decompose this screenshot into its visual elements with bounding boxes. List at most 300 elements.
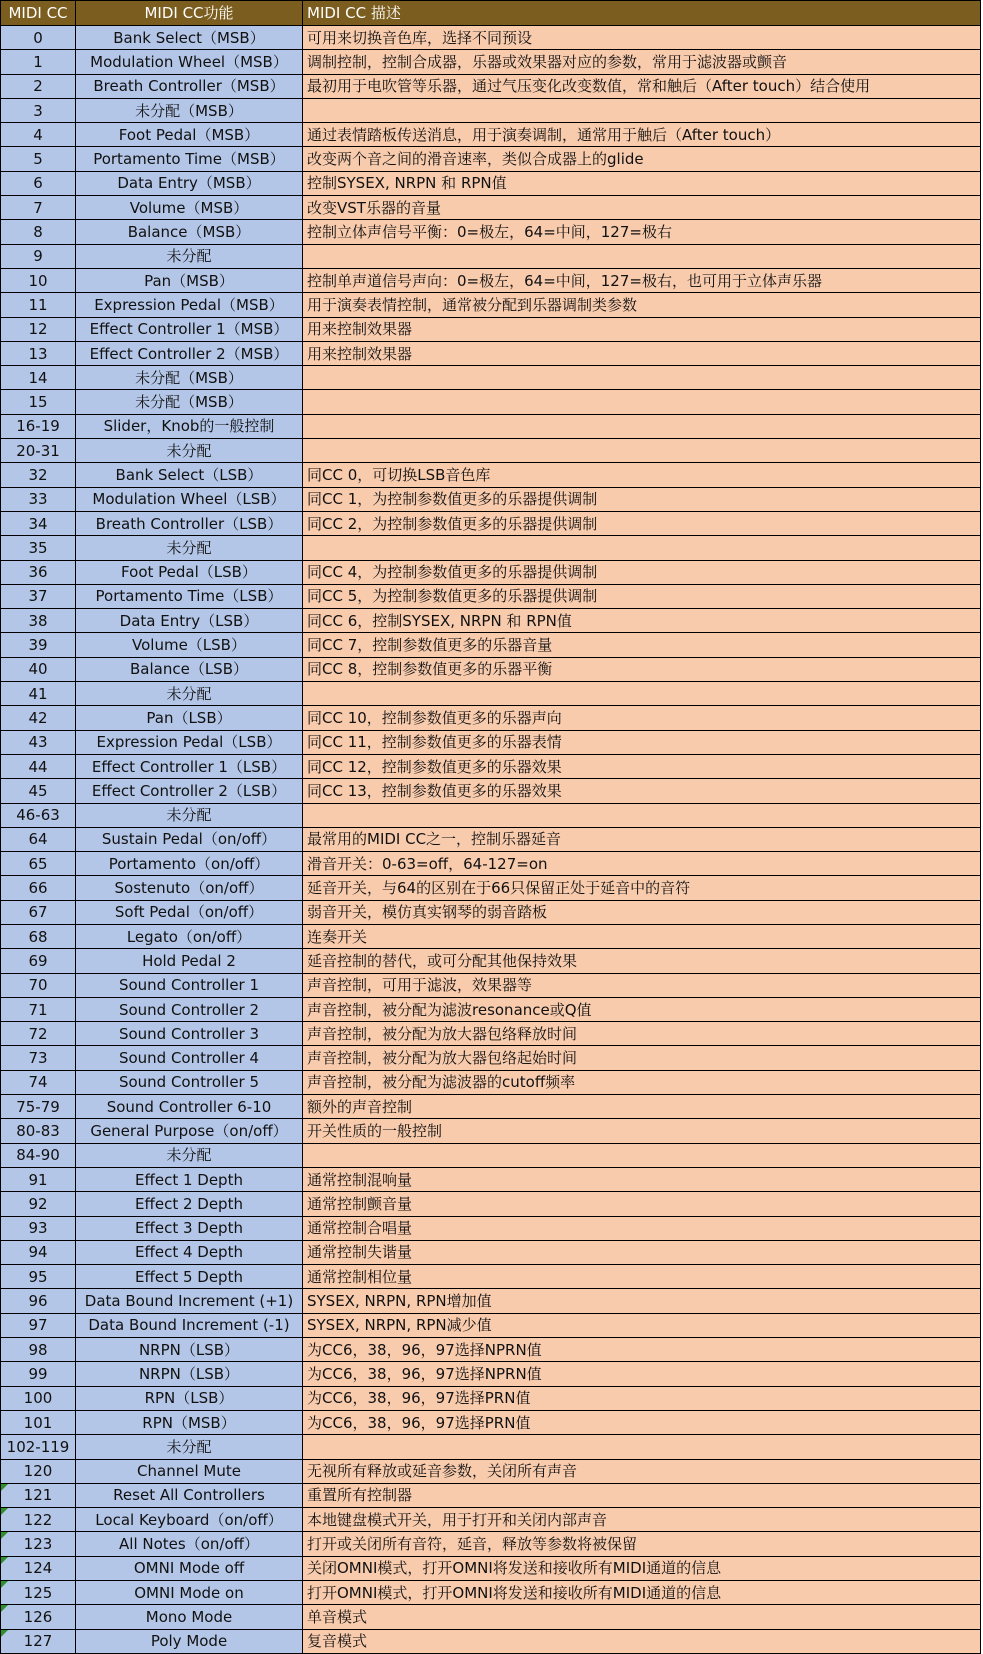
cc-number-cell[interactable] <box>1 171 76 195</box>
cc-function-cell[interactable]: Sound Controller 5 <box>76 1070 303 1094</box>
table-row <box>1 1216 981 1240</box>
cc-number: 5 <box>33 150 43 169</box>
cc-number-cell[interactable] <box>1 1483 76 1507</box>
cc-number: 120 <box>23 1462 53 1481</box>
cc-number: 35 <box>28 538 48 557</box>
cc-description-cell[interactable] <box>303 98 981 122</box>
cc-function-cell[interactable]: Soft Pedal（on/off） <box>76 900 303 924</box>
cc-number-cell[interactable] <box>1 657 76 681</box>
cc-function-cell[interactable]: Data Bound Increment (+1) <box>76 1289 303 1313</box>
cc-function-cell[interactable]: Poly Mode <box>76 1629 303 1653</box>
cc-function-cell[interactable]: Sound Controller 1 <box>76 973 303 997</box>
cc-function-cell[interactable]: Sostenuto（on/off） <box>76 876 303 900</box>
cc-function-cell[interactable]: 未分配（MSB） <box>76 98 303 122</box>
cc-description-cell[interactable]: 改变VST乐器的音量 <box>303 196 981 220</box>
cc-description-cell[interactable]: 为CC6，38，96，97选择NPRN值 <box>303 1362 981 1386</box>
cc-function-cell[interactable]: Effect Controller 2（MSB） <box>76 341 303 365</box>
cc-function-cell[interactable]: Sound Controller 3 <box>76 1022 303 1046</box>
cc-function-cell[interactable]: Breath Controller（LSB） <box>76 511 303 535</box>
cc-number-cell[interactable] <box>1 1532 76 1556</box>
cc-function-cell[interactable]: OMNI Mode off <box>76 1556 303 1580</box>
cc-function-cell[interactable]: OMNI Mode on <box>76 1581 303 1605</box>
cc-function-cell[interactable]: Volume（LSB） <box>76 633 303 657</box>
cc-number: 92 <box>28 1194 48 1213</box>
cc-number-cell[interactable] <box>1 1070 76 1094</box>
cc-description-cell[interactable]: 用于演奏表情控制，通常被分配到乐器调制类参数 <box>303 293 981 317</box>
cc-number: 121 <box>23 1486 53 1505</box>
cc-number: 13 <box>28 344 48 363</box>
cc-description-cell[interactable]: 同CC 8，控制参数值更多的乐器平衡 <box>303 657 981 681</box>
cc-function-cell[interactable]: Expression Pedal（LSB） <box>76 730 303 754</box>
cc-number-cell[interactable] <box>1 1095 76 1119</box>
cc-number-cell[interactable] <box>1 536 76 560</box>
cc-number-cell[interactable] <box>1 341 76 365</box>
cc-function-cell[interactable]: Sound Controller 2 <box>76 997 303 1021</box>
cc-function-cell[interactable]: Data Bound Increment (-1) <box>76 1313 303 1337</box>
cc-number-cell[interactable] <box>1 924 76 948</box>
cc-function-cell[interactable]: Breath Controller（MSB） <box>76 74 303 98</box>
cc-number: 102-119 <box>6 1437 70 1456</box>
cc-description-cell[interactable]: 可用来切换音色库，选择不同预设 <box>303 26 981 50</box>
cc-number-cell[interactable] <box>1 1143 76 1167</box>
cc-number: 10 <box>28 271 48 290</box>
cc-number: 84-90 <box>16 1146 60 1165</box>
cc-function-cell[interactable]: Sound Controller 4 <box>76 1046 303 1070</box>
cc-description-cell[interactable]: 通常控制混响量 <box>303 1167 981 1191</box>
cc-number-cell[interactable] <box>1 1022 76 1046</box>
table-row <box>1 74 981 98</box>
cc-function-cell[interactable]: Effect 5 Depth <box>76 1265 303 1289</box>
cc-function-cell[interactable]: Effect 1 Depth <box>76 1167 303 1191</box>
cc-description-cell[interactable]: 为CC6，38，96，97选择NPRN值 <box>303 1338 981 1362</box>
cc-description-cell[interactable]: 同CC 0，可切换LSB音色库 <box>303 463 981 487</box>
cc-number-cell[interactable] <box>1 98 76 122</box>
table-row <box>1 1338 981 1362</box>
cc-function-cell[interactable]: Pan（MSB） <box>76 268 303 292</box>
cc-number-cell[interactable] <box>1 1362 76 1386</box>
cc-description-cell[interactable] <box>303 366 981 390</box>
table-row <box>1 1240 981 1264</box>
cc-description-cell[interactable]: 通常控制失谐量 <box>303 1240 981 1264</box>
cc-description-cell[interactable] <box>303 414 981 438</box>
cc-number: 100 <box>23 1389 53 1408</box>
cc-function-cell[interactable]: Mono Mode <box>76 1605 303 1629</box>
table-row <box>1 1556 981 1580</box>
cc-description-cell[interactable] <box>303 390 981 414</box>
table-row <box>1 1167 981 1191</box>
table-row <box>1 609 981 633</box>
cc-function-cell[interactable]: Portamento Time（LSB） <box>76 584 303 608</box>
cc-function-cell[interactable]: Portamento（on/off） <box>76 852 303 876</box>
cc-number-cell[interactable] <box>1 706 76 730</box>
cc-description-cell[interactable]: 声音控制，被分配为滤波器的cutoff频率 <box>303 1070 981 1094</box>
cc-number-cell[interactable] <box>1 26 76 50</box>
cc-number-cell[interactable] <box>1 74 76 98</box>
cc-description-cell[interactable]: 连奏开关 <box>303 924 981 948</box>
cc-number-cell[interactable] <box>1 414 76 438</box>
table-row <box>1 1581 981 1605</box>
table-row <box>1 682 981 706</box>
cc-description-cell[interactable]: 额外的声音控制 <box>303 1095 981 1119</box>
cc-description-cell[interactable]: 同CC 11，控制参数值更多的乐器表情 <box>303 730 981 754</box>
cc-number-cell[interactable] <box>1 973 76 997</box>
cc-function-cell[interactable]: All Notes（on/off） <box>76 1532 303 1556</box>
cc-number-cell[interactable] <box>1 196 76 220</box>
cc-description-cell[interactable]: 同CC 7，控制参数值更多的乐器音量 <box>303 633 981 657</box>
table-row <box>1 560 981 584</box>
cc-description-cell[interactable]: 打开OMNI模式，打开OMNI将发送和接收所有MIDI通道的信息 <box>303 1581 981 1605</box>
cc-number-cell[interactable] <box>1 293 76 317</box>
cc-number-cell[interactable] <box>1 1459 76 1483</box>
cc-number: 67 <box>28 903 48 922</box>
cc-number-cell[interactable] <box>1 390 76 414</box>
cc-number-cell[interactable] <box>1 463 76 487</box>
table-row <box>1 414 981 438</box>
cc-description-cell[interactable]: 控制单声道信号声向：0=极左，64=中间，127=极右，也可用于立体声乐器 <box>303 268 981 292</box>
table-row <box>1 900 981 924</box>
cc-function-cell[interactable]: Expression Pedal（MSB） <box>76 293 303 317</box>
table-row <box>1 852 981 876</box>
cc-description-cell[interactable] <box>303 244 981 268</box>
cc-number-cell[interactable] <box>1 1313 76 1337</box>
cc-function-cell[interactable]: Pan（LSB） <box>76 706 303 730</box>
cc-description-cell[interactable]: 最常用的MIDI CC之一，控制乐器延音 <box>303 827 981 851</box>
cc-number-cell[interactable] <box>1 900 76 924</box>
cc-number: 9 <box>33 247 43 266</box>
cc-description-cell[interactable]: 通常控制颤音量 <box>303 1192 981 1216</box>
cc-number-cell[interactable] <box>1 852 76 876</box>
cc-description-cell[interactable]: 同CC 1，为控制参数值更多的乐器提供调制 <box>303 487 981 511</box>
cc-number-cell[interactable] <box>1 1629 76 1653</box>
cc-description-cell[interactable]: 同CC 6，控制SYSEX, NRPN 和 RPN值 <box>303 609 981 633</box>
cc-number-cell[interactable] <box>1 560 76 584</box>
cc-number-cell[interactable] <box>1 244 76 268</box>
cc-number-cell[interactable] <box>1 123 76 147</box>
cc-function-cell[interactable]: NRPN（LSB） <box>76 1338 303 1362</box>
cc-number-cell[interactable] <box>1 730 76 754</box>
cc-number-cell[interactable] <box>1 147 76 171</box>
cc-description-cell[interactable]: 开关性质的一般控制 <box>303 1119 981 1143</box>
cc-number-cell[interactable] <box>1 1556 76 1580</box>
comment-indicator-icon[interactable] <box>1 1484 8 1491</box>
cc-number: 94 <box>28 1243 48 1262</box>
cc-number: 32 <box>28 465 48 484</box>
cc-function-cell[interactable]: NRPN（LSB） <box>76 1362 303 1386</box>
cc-number: 37 <box>28 587 48 606</box>
table-row <box>1 1410 981 1434</box>
cc-number-cell[interactable] <box>1 1508 76 1532</box>
cc-function-cell[interactable]: Foot Pedal（LSB） <box>76 560 303 584</box>
cc-number-cell[interactable] <box>1 876 76 900</box>
cc-number-cell[interactable] <box>1 317 76 341</box>
cc-description-cell[interactable] <box>303 439 981 463</box>
comment-indicator-icon[interactable] <box>1 1532 8 1539</box>
cc-number: 70 <box>28 976 48 995</box>
cc-number: 95 <box>28 1267 48 1286</box>
cc-number: 73 <box>28 1049 48 1068</box>
cc-description-cell[interactable]: 打开或关闭所有音符，延音，释放等参数将被保留 <box>303 1532 981 1556</box>
cc-description-cell[interactable] <box>303 536 981 560</box>
cc-description-cell[interactable]: 用来控制效果器 <box>303 317 981 341</box>
cc-number: 99 <box>28 1364 48 1383</box>
cc-function-cell[interactable]: Sound Controller 6-10 <box>76 1095 303 1119</box>
cc-description-cell[interactable]: 声音控制，被分配为放大器包络释放时间 <box>303 1022 981 1046</box>
table-row <box>1 997 981 1021</box>
comment-indicator-icon[interactable] <box>1 1581 8 1588</box>
cc-number: 44 <box>28 757 48 776</box>
table-row <box>1 1265 981 1289</box>
cc-number-cell[interactable] <box>1 220 76 244</box>
cc-function-cell[interactable]: Data Entry（LSB） <box>76 609 303 633</box>
table-row <box>1 390 981 414</box>
table-row <box>1 657 981 681</box>
comment-indicator-icon[interactable] <box>1 1508 8 1515</box>
cc-description-cell[interactable]: 控制SYSEX, NRPN 和 RPN值 <box>303 171 981 195</box>
cc-description-cell[interactable]: 为CC6，38，96，97选择PRN值 <box>303 1386 981 1410</box>
cc-number-cell[interactable] <box>1 609 76 633</box>
table-row <box>1 244 981 268</box>
cc-description-cell[interactable]: 改变两个音之间的滑音速率，类似合成器上的glide <box>303 147 981 171</box>
cc-description-cell[interactable]: 关闭OMNI模式，打开OMNI将发送和接收所有MIDI通道的信息 <box>303 1556 981 1580</box>
cc-number: 0 <box>33 28 43 47</box>
cc-number: 68 <box>28 927 48 946</box>
cc-number-cell[interactable] <box>1 439 76 463</box>
cc-function-cell[interactable]: Balance（MSB） <box>76 220 303 244</box>
cc-number-cell[interactable] <box>1 803 76 827</box>
cc-description-cell[interactable]: 同CC 2，为控制参数值更多的乐器提供调制 <box>303 511 981 535</box>
cc-number: 12 <box>28 320 48 339</box>
cc-number-cell[interactable] <box>1 50 76 74</box>
cc-description-cell[interactable]: 同CC 13，控制参数值更多的乐器效果 <box>303 779 981 803</box>
table-row <box>1 439 981 463</box>
cc-number: 16-19 <box>16 417 60 436</box>
cc-description-cell[interactable]: 调制控制，控制合成器，乐器或效果器对应的参数，常用于滤波器或颤音 <box>303 50 981 74</box>
header-function: MIDI CC功能 <box>76 1 303 26</box>
table-row <box>1 1483 981 1507</box>
cc-description-cell[interactable]: 复音模式 <box>303 1629 981 1653</box>
cc-function-cell[interactable]: Reset All Controllers <box>76 1483 303 1507</box>
cc-number: 72 <box>28 1024 48 1043</box>
cc-number: 69 <box>28 951 48 970</box>
cc-number-cell[interactable] <box>1 1240 76 1264</box>
table-row <box>1 463 981 487</box>
cc-number: 1 <box>33 52 43 71</box>
table-row <box>1 268 981 292</box>
cc-function-cell[interactable]: Effect Controller 1（LSB） <box>76 754 303 778</box>
cc-number-cell[interactable] <box>1 1216 76 1240</box>
cc-description-cell[interactable]: 延音开关，与64的区别在于66只保留正处于延音中的音符 <box>303 876 981 900</box>
comment-indicator-icon[interactable] <box>1 1557 8 1564</box>
cc-description-cell[interactable]: 同CC 4，为控制参数值更多的乐器提供调制 <box>303 560 981 584</box>
table-row <box>1 196 981 220</box>
cc-function-cell[interactable]: Data Entry（MSB） <box>76 171 303 195</box>
cc-function-cell[interactable]: RPN（MSB） <box>76 1410 303 1434</box>
cc-function-cell[interactable]: Foot Pedal（MSB） <box>76 123 303 147</box>
cc-function-cell[interactable]: 未分配 <box>76 244 303 268</box>
cc-number-cell[interactable] <box>1 1410 76 1434</box>
cc-description-cell[interactable]: 滑音开关：0-63=off，64-127=on <box>303 852 981 876</box>
table-row <box>1 366 981 390</box>
table-row <box>1 1362 981 1386</box>
cc-description-cell[interactable]: 同CC 12，控制参数值更多的乐器效果 <box>303 754 981 778</box>
cc-number-cell[interactable] <box>1 827 76 851</box>
cc-description-cell[interactable]: 重置所有控制器 <box>303 1483 981 1507</box>
cc-number-cell[interactable] <box>1 1192 76 1216</box>
cc-function-cell[interactable]: 未分配 <box>76 536 303 560</box>
cc-number: 124 <box>23 1559 53 1578</box>
cc-number-cell[interactable] <box>1 1119 76 1143</box>
table-row <box>1 730 981 754</box>
cc-description-cell[interactable]: 通过表情踏板传送消息，用于演奏调制，通常用于触后（After touch） <box>303 123 981 147</box>
cc-function-cell[interactable]: 未分配（MSB） <box>76 390 303 414</box>
cc-function-cell[interactable]: RPN（LSB） <box>76 1386 303 1410</box>
cc-description-cell[interactable]: 弱音开关，模仿真实钢琴的弱音踏板 <box>303 900 981 924</box>
cc-function-cell[interactable]: Balance（LSB） <box>76 657 303 681</box>
cc-function-cell[interactable]: Effect 2 Depth <box>76 1192 303 1216</box>
cc-description-cell[interactable] <box>303 803 981 827</box>
cc-description-cell[interactable]: 单音模式 <box>303 1605 981 1629</box>
cc-description-cell[interactable]: 声音控制，被分配为放大器包络起始时间 <box>303 1046 981 1070</box>
table-row <box>1 1605 981 1629</box>
cc-number: 15 <box>28 393 48 412</box>
cc-number: 80-83 <box>16 1122 60 1140</box>
table-row <box>1 1508 981 1532</box>
cc-number: 8 <box>33 223 43 242</box>
cc-description-cell[interactable]: 声音控制，可用于滤波，效果器等 <box>303 973 981 997</box>
cc-number: 98 <box>28 1340 48 1359</box>
cc-function-cell[interactable]: 未分配 <box>76 803 303 827</box>
cc-function-cell[interactable]: Effect Controller 2（LSB） <box>76 779 303 803</box>
table-row <box>1 633 981 657</box>
cc-number: 7 <box>33 198 43 217</box>
cc-function-cell[interactable]: Modulation Wheel（LSB） <box>76 487 303 511</box>
cc-description-cell[interactable]: 通常控制相位量 <box>303 1265 981 1289</box>
cc-number-cell[interactable] <box>1 1435 76 1459</box>
cc-number-cell[interactable] <box>1 1265 76 1289</box>
cc-number-cell[interactable] <box>1 1581 76 1605</box>
cc-function-cell[interactable]: 未分配 <box>76 439 303 463</box>
cc-number-cell[interactable] <box>1 682 76 706</box>
table-row <box>1 317 981 341</box>
cc-function-cell[interactable]: Bank Select（MSB） <box>76 26 303 50</box>
cc-function-cell[interactable]: General Purpose（on/off） <box>76 1119 303 1143</box>
cc-function-cell[interactable]: Sustain Pedal（on/off） <box>76 827 303 851</box>
cc-description-cell[interactable]: 同CC 5，为控制参数值更多的乐器提供调制 <box>303 584 981 608</box>
comment-indicator-icon[interactable] <box>1 1630 8 1637</box>
cc-function-cell[interactable]: Local Keyboard（on/off） <box>76 1508 303 1532</box>
cc-description-cell[interactable]: 延音控制的替代，或可分配其他保持效果 <box>303 949 981 973</box>
cc-number: 66 <box>28 879 48 898</box>
cc-description-cell[interactable]: 同CC 10，控制参数值更多的乐器声向 <box>303 706 981 730</box>
cc-number: 34 <box>28 514 48 533</box>
cc-number-cell[interactable] <box>1 633 76 657</box>
cc-number: 20-31 <box>16 441 60 460</box>
cc-number: 40 <box>28 660 48 679</box>
cc-function-cell[interactable]: Slider，Knob的一般控制 <box>76 414 303 438</box>
cc-number-cell[interactable] <box>1 1605 76 1629</box>
cc-number-cell[interactable] <box>1 511 76 535</box>
cc-function-cell[interactable]: Volume（MSB） <box>76 196 303 220</box>
cc-function-cell[interactable]: 未分配（MSB） <box>76 366 303 390</box>
cc-number-cell[interactable] <box>1 584 76 608</box>
cc-number-cell[interactable] <box>1 487 76 511</box>
cc-number: 42 <box>28 708 48 727</box>
cc-description-cell[interactable] <box>303 1435 981 1459</box>
cc-function-cell[interactable]: Legato（on/off） <box>76 924 303 948</box>
table-row <box>1 973 981 997</box>
cc-function-cell[interactable]: Effect 3 Depth <box>76 1216 303 1240</box>
cc-number-cell[interactable] <box>1 1289 76 1313</box>
cc-function-cell[interactable]: Hold Pedal 2 <box>76 949 303 973</box>
cc-number: 96 <box>28 1292 48 1311</box>
table-row <box>1 827 981 851</box>
cc-function-cell[interactable]: Effect 4 Depth <box>76 1240 303 1264</box>
cc-number-cell[interactable] <box>1 779 76 803</box>
cc-number: 45 <box>28 781 48 800</box>
cc-description-cell[interactable]: 本地键盘模式开关，用于打开和关闭内部声音 <box>303 1508 981 1532</box>
comment-indicator-icon[interactable] <box>1 1605 8 1612</box>
table-row <box>1 949 981 973</box>
cc-description-cell[interactable] <box>303 682 981 706</box>
cc-description-cell[interactable]: 控制立体声信号平衡：0=极左，64=中间，127=极右 <box>303 220 981 244</box>
table-row <box>1 779 981 803</box>
cc-function-cell[interactable]: Portamento Time（MSB） <box>76 147 303 171</box>
table-row <box>1 1095 981 1119</box>
cc-function-cell[interactable]: Bank Select（LSB） <box>76 463 303 487</box>
cc-number: 125 <box>23 1583 53 1602</box>
cc-number: 91 <box>28 1170 48 1189</box>
cc-function-cell[interactable]: Effect Controller 1（MSB） <box>76 317 303 341</box>
cc-description-cell[interactable] <box>303 1143 981 1167</box>
cc-number-cell[interactable] <box>1 949 76 973</box>
cc-description-cell[interactable]: SYSEX, NRPN, RPN增加值 <box>303 1289 981 1313</box>
cc-number-cell[interactable] <box>1 268 76 292</box>
cc-number: 93 <box>28 1219 48 1238</box>
cc-function-cell[interactable]: 未分配 <box>76 1435 303 1459</box>
cc-description-cell[interactable]: 声音控制，被分配为滤波resonance或Q值 <box>303 997 981 1021</box>
cc-number-cell[interactable] <box>1 1046 76 1070</box>
table-row <box>1 26 981 50</box>
header-cc: MIDI CC <box>1 1 76 26</box>
cc-function-cell[interactable]: 未分配 <box>76 1143 303 1167</box>
cc-number-cell[interactable] <box>1 1338 76 1362</box>
cc-number: 33 <box>28 490 48 509</box>
cc-number: 123 <box>23 1535 53 1554</box>
cc-function-cell[interactable]: Modulation Wheel（MSB） <box>76 50 303 74</box>
cc-function-cell[interactable]: 未分配 <box>76 682 303 706</box>
cc-number: 2 <box>33 77 43 96</box>
cc-description-cell[interactable]: SYSEX, NRPN, RPN减少值 <box>303 1313 981 1337</box>
cc-number-cell[interactable] <box>1 366 76 390</box>
table-row <box>1 1629 981 1653</box>
table-row <box>1 706 981 730</box>
cc-function-cell[interactable]: Channel Mute <box>76 1459 303 1483</box>
cc-description-cell[interactable]: 通常控制合唱量 <box>303 1216 981 1240</box>
cc-number-cell[interactable] <box>1 997 76 1021</box>
cc-description-cell[interactable]: 为CC6，38，96，97选择PRN值 <box>303 1410 981 1434</box>
cc-number-cell[interactable] <box>1 1167 76 1191</box>
table-row <box>1 754 981 778</box>
cc-number: 101 <box>23 1413 53 1432</box>
table-row <box>1 584 981 608</box>
cc-description-cell[interactable]: 最初用于电吹管等乐器，通过气压变化改变数值，常和触后（After touch）结合使用 <box>303 74 981 98</box>
cc-number-cell[interactable] <box>1 1386 76 1410</box>
cc-number-cell[interactable] <box>1 754 76 778</box>
table-row <box>1 1070 981 1094</box>
table-row <box>1 803 981 827</box>
cc-description-cell[interactable]: 用来控制效果器 <box>303 341 981 365</box>
cc-description-cell[interactable]: 无视所有释放或延音参数，关闭所有声音 <box>303 1459 981 1483</box>
